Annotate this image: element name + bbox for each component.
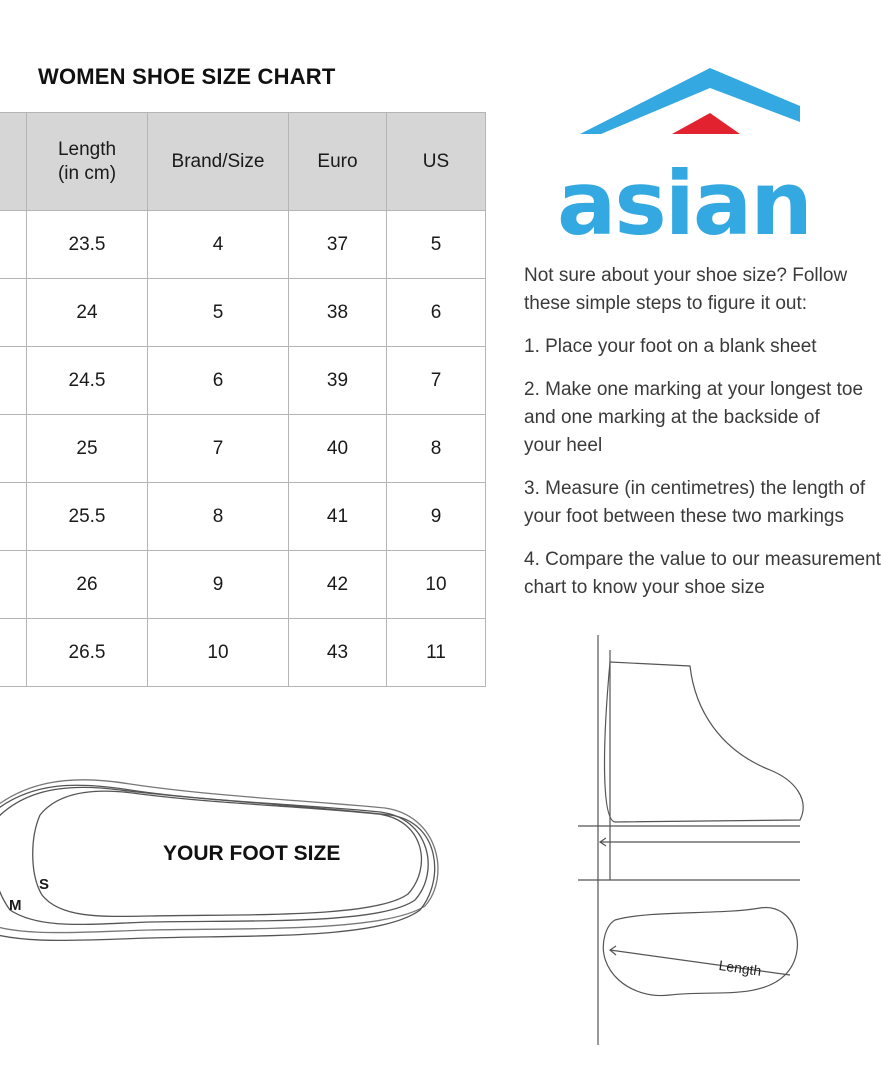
step-line: 2. Make one marking at your longest toe <box>524 379 864 400</box>
table-cell <box>0 211 27 279</box>
table-cell: 9 <box>148 551 289 619</box>
table-row <box>0 347 486 415</box>
intro-line: Not sure about your shoe size? Follow <box>524 265 848 286</box>
table-cell: 10 <box>148 619 289 687</box>
logo-wordmark: asian <box>557 152 811 255</box>
table-cell: 4 <box>148 211 289 279</box>
asian-logo <box>555 66 815 255</box>
your-foot-size-label: YOUR FOOT SIZE <box>163 842 341 865</box>
roof-icon <box>555 66 800 166</box>
table-cell: 7 <box>387 347 486 415</box>
header-brand-size: Brand/Size <box>148 113 289 211</box>
table-cell: 8 <box>387 415 486 483</box>
step-1 <box>524 333 824 361</box>
step-4 <box>524 546 881 602</box>
table-cell: 24.5 <box>27 347 148 415</box>
step-line: 4. Compare the value to our measurement <box>524 549 881 570</box>
table-row <box>0 279 486 347</box>
table-cell: 7 <box>148 415 289 483</box>
table-header-row <box>0 113 486 211</box>
table-cell: 26.5 <box>27 619 148 687</box>
table-cell <box>0 279 27 347</box>
step-line: 1. Place your foot on a blank sheet <box>524 336 817 357</box>
header-us: US <box>387 113 486 211</box>
table-cell: 23.5 <box>27 211 148 279</box>
step-line: your foot between these two markings <box>524 506 845 527</box>
step-line: chart to know your shoe size <box>524 577 765 598</box>
size-m-label: M <box>9 897 22 914</box>
table-cell: 40 <box>289 415 387 483</box>
table-row <box>0 211 486 279</box>
table-cell: 42 <box>289 551 387 619</box>
step-2 <box>524 376 864 460</box>
table-cell: 6 <box>148 347 289 415</box>
header-cell <box>0 113 27 211</box>
step-3 <box>524 475 866 531</box>
table-row <box>0 551 486 619</box>
length-label: Length <box>717 957 763 979</box>
chart-title: WOMEN SHOE SIZE CHART <box>38 64 336 89</box>
table-cell <box>0 483 27 551</box>
table-cell: 43 <box>289 619 387 687</box>
header-length-line2: (in cm) <box>57 162 117 184</box>
size-s-label: S <box>39 876 50 893</box>
table-cell: 25 <box>27 415 148 483</box>
table-row <box>0 619 486 687</box>
foot-measure-illustration <box>570 630 800 1050</box>
table-cell: 5 <box>387 211 486 279</box>
table-row <box>0 483 486 551</box>
table-cell <box>0 415 27 483</box>
header-euro: Euro <box>289 113 387 211</box>
table-cell: 6 <box>387 279 486 347</box>
step-line: your heel <box>524 435 603 456</box>
table-cell: 5 <box>148 279 289 347</box>
table-row <box>0 415 486 483</box>
table-cell: 38 <box>289 279 387 347</box>
table-cell: 11 <box>387 619 486 687</box>
table-cell <box>0 551 27 619</box>
table-cell <box>0 347 27 415</box>
size-table <box>0 112 486 687</box>
instructions <box>524 262 881 617</box>
header-length-line1: Length <box>57 138 117 160</box>
table-cell <box>0 619 27 687</box>
header-length <box>27 113 148 211</box>
table-cell: 8 <box>148 483 289 551</box>
table-cell: 9 <box>387 483 486 551</box>
instructions-intro <box>524 262 848 318</box>
table-cell: 41 <box>289 483 387 551</box>
table-cell: 24 <box>27 279 148 347</box>
step-line: and one marking at the backside of <box>524 407 820 428</box>
intro-line: these simple steps to figure it out: <box>524 293 808 314</box>
table-cell: 25.5 <box>27 483 148 551</box>
table-cell: 39 <box>289 347 387 415</box>
table-cell: 10 <box>387 551 486 619</box>
table-cell: 26 <box>27 551 148 619</box>
step-line: 3. Measure (in centimetres) the length of <box>524 478 866 499</box>
table-cell: 37 <box>289 211 387 279</box>
